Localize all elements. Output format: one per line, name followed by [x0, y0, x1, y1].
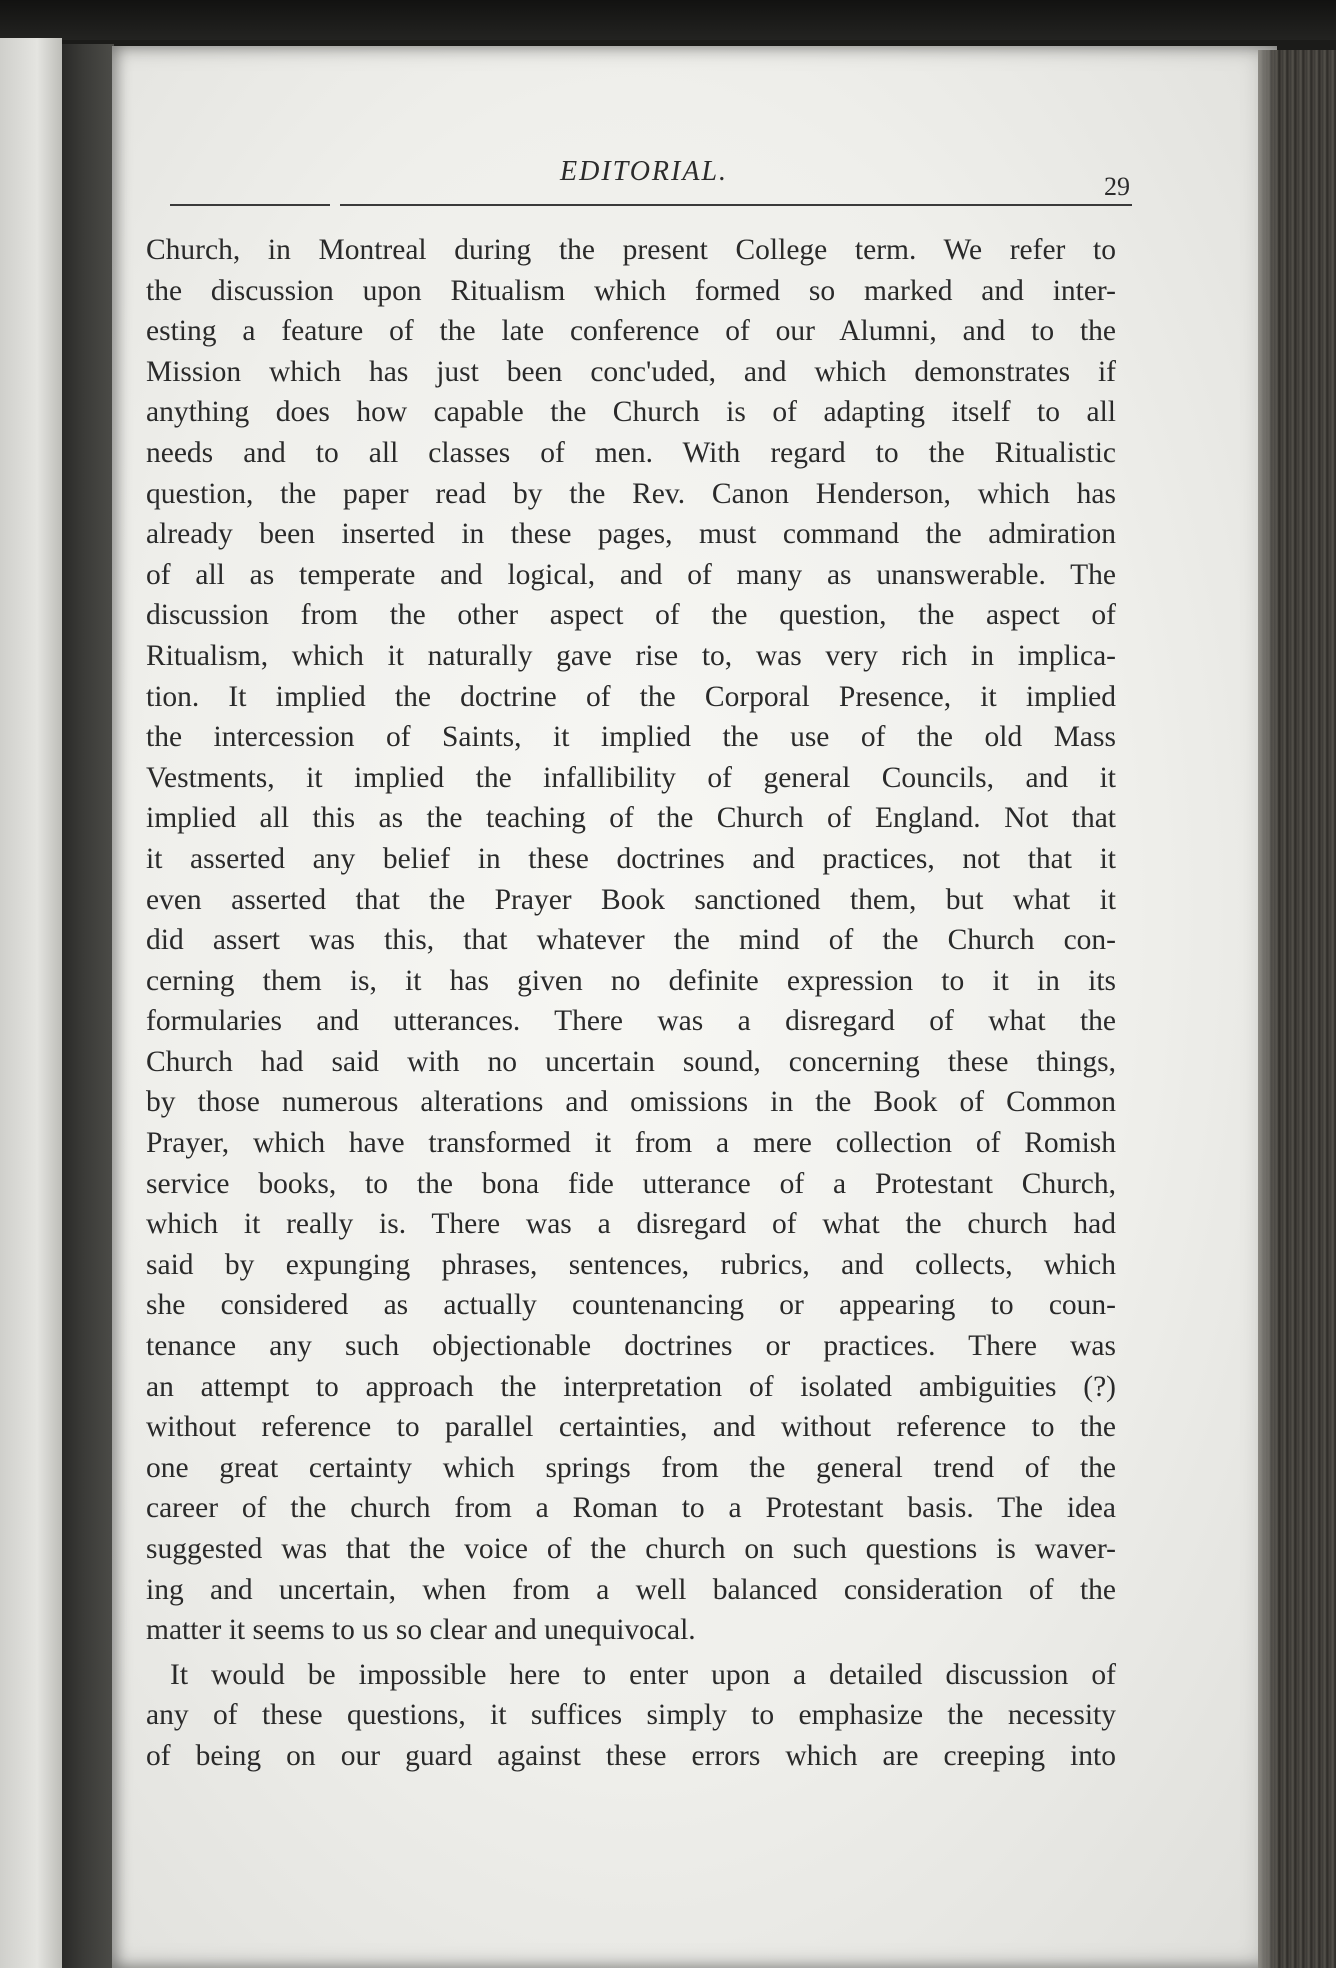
- text-line: Church had said with no uncertain sound, concerning these things,: [146, 1045, 1116, 1078]
- text-line: discussion from the other aspect of the question, the aspect of: [146, 599, 1116, 632]
- header-rule-left: [170, 204, 330, 206]
- text-line: matter it seems to us so clear and unequivocal.: [146, 1614, 696, 1647]
- top-shadow: [0, 0, 1336, 40]
- text-line: any of these questions, it suffices simply to emphasize the necessity: [146, 1699, 1116, 1732]
- text-line: tenance any such objectionable doctrines or practices. There was: [146, 1330, 1116, 1363]
- text-line: Prayer, which have transformed it from a mere collection of Romish: [146, 1127, 1116, 1160]
- text-line: already been inserted in these pages, must command the admiration: [146, 518, 1116, 551]
- text-line: without reference to parallel certainties, and without reference to the: [146, 1411, 1116, 1444]
- text-line: ing and uncertain, when from a well balanced consideration of the: [146, 1573, 1116, 1606]
- text-line: an attempt to approach the interpretation of isolated ambiguities (?): [146, 1370, 1116, 1403]
- text-line: question, the paper read by the Rev. Canon Henderson, which has: [146, 477, 1116, 510]
- text-line: service books, to the bona fide utterance of a Protestant Church,: [146, 1167, 1116, 1200]
- text-line: implied all this as the teaching of the Church of England. Not that: [146, 802, 1116, 835]
- text-line: did assert was this, that whatever the mind of the Church con-: [146, 924, 1116, 957]
- text-line: said by expunging phrases, sentences, rubrics, and collects, which: [146, 1248, 1116, 1281]
- text-line: cerning them is, it has given no definite expression to it in its: [146, 964, 1116, 997]
- text-line: needs and to all classes of men. With regard to the Ritualistic: [146, 436, 1116, 469]
- text-line: formularies and utterances. There was a disregard of what the: [146, 1005, 1116, 1038]
- text-line: Mission which has just been conc'uded, and which demonstrates if: [146, 355, 1116, 388]
- text-line: it asserted any belief in these doctrines and practices, not that it: [146, 842, 1116, 875]
- text-line: career of the church from a Roman to a Protestant basis. The idea: [146, 1492, 1116, 1525]
- text-line: the discussion upon Ritualism which formed so marked and inter-: [146, 274, 1116, 307]
- page-number: 29: [1104, 172, 1130, 201]
- text-line: Ritualism, which it naturally gave rise to, was very rich in implica-: [146, 639, 1116, 672]
- text-line: which it really is. There was a disregard of what the church had: [146, 1208, 1116, 1241]
- text-line: It would be impossible here to enter upon a detailed discussion of: [170, 1658, 1116, 1691]
- text-line: she considered as actually countenancing or appearing to coun-: [146, 1289, 1116, 1322]
- running-title: EDITORIAL.: [560, 156, 729, 187]
- text-line: esting a feature of the late conference of our Alumni, and to the: [146, 315, 1116, 348]
- text-line: of being on our guard against these errors which are creeping into: [146, 1739, 1116, 1772]
- left-page-edge: [0, 38, 62, 1968]
- text-line: suggested was that the voice of the church on such questions is waver-: [146, 1533, 1116, 1565]
- text-line: anything does how capable the Church is of adapting itself to all: [146, 396, 1116, 429]
- text-line: of all as temperate and logical, and of many as unanswerable. The: [146, 558, 1116, 591]
- text-line: even asserted that the Prayer Book sanctioned them, but what it: [146, 883, 1116, 916]
- text-line: tion. It implied the doctrine of the Corporal Presence, it implied: [146, 680, 1116, 713]
- running-head: [170, 156, 1130, 201]
- header-rule-right: [340, 204, 1132, 206]
- text-line: by those numerous alterations and omissions in the Book of Common: [146, 1086, 1116, 1119]
- body-text: [146, 230, 1116, 1777]
- text-line: Church, in Montreal during the present College term. We refer to: [146, 234, 1116, 266]
- text-line: the intercession of Saints, it implied the use of the old Mass: [146, 721, 1116, 754]
- text-line: one great certainty which springs from the general trend of the: [146, 1451, 1116, 1484]
- book-gutter: [62, 44, 114, 1968]
- page-fore-edge: [1258, 50, 1336, 1968]
- text-line: Vestments, it implied the infallibility of general Councils, and it: [146, 761, 1116, 794]
